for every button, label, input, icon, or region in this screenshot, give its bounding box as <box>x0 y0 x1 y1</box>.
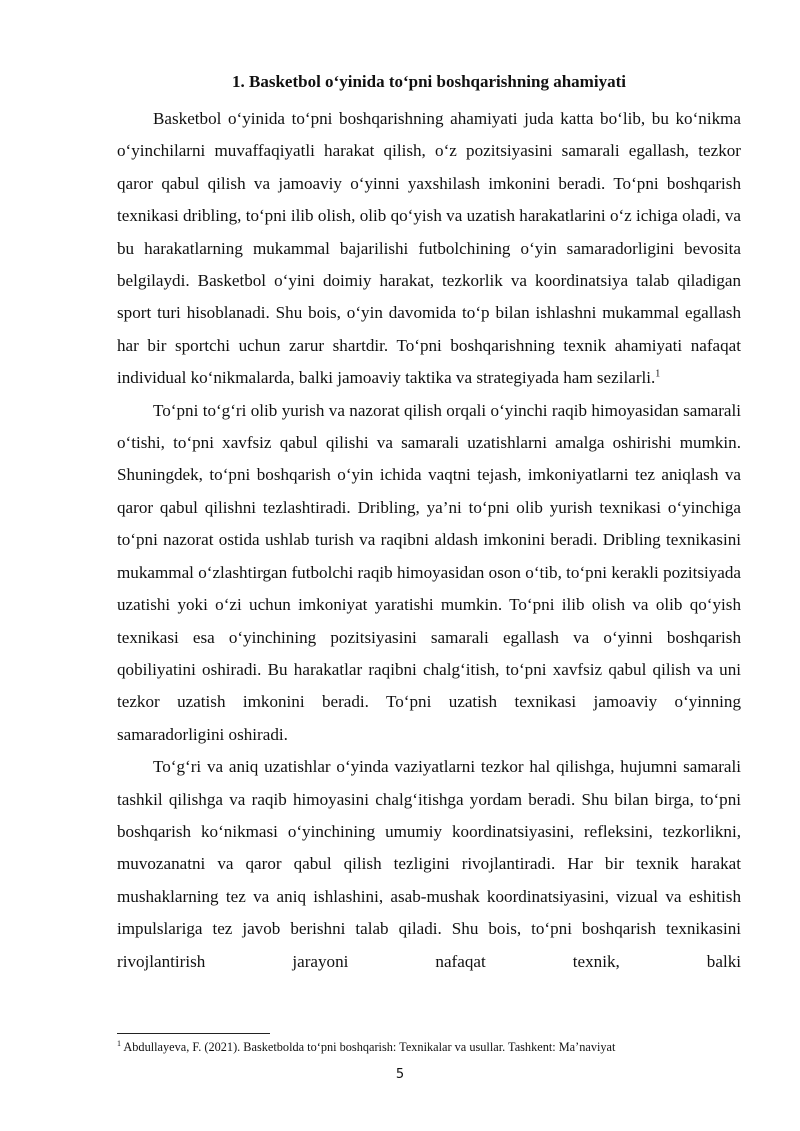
paragraph-1 <box>117 103 741 395</box>
section-heading: 1. Basketbol o‘yinida to‘pni boshqarishning ahamiyati <box>232 72 626 91</box>
paragraph-1-text: Basketbol o‘yinida to‘pni boshqarishning ahamiyati juda katta bo‘lib, bu ko‘nikma o‘yinchilarni muvaffaqiyatli harakat qilish, o‘z pozitsiyasini samarali egallash, tezkor qaror qabul qilish va jamoaviy o‘yinni yaxshilash imkonini beradi. To‘pni boshqarish texnikasi dribling, to‘pni ilib olish, olib qo‘yish va uzatish harakatlarini o‘z ichiga oladi, va bu harakatlarning mukammal bajarilishi futbolchining o‘yin samaradorligini bevosita belgilaydi. Basketbol o‘yini doimiy harakat, tezkorlik va koordinatsiya talab qiladigan sport turi hisoblanadi. Shu bois, o‘yin davomida to‘p bilan ishlashni mukammal egallash har bir sportchi uchun zarur shartdir. To‘pni boshqarishning texnik ahamiyati nafaqat individual ko‘nikmalarda, balki jamoaviy taktika va strategiyada ham sezilarli. <box>117 109 741 388</box>
footnote-reference[interactable]: 1 <box>655 368 661 380</box>
paragraph-3-text: To‘g‘ri va aniq uzatishlar o‘yinda vaziyatlarni tezkor hal qilishga, hujumni samarali tashkil qilishga va raqib himoyasini chalg‘itishga yordam beradi. Shu bilan birga, to‘pni boshqarish ko‘nikmasi o‘yinchining umumiy koordinatsiyasini, refleksini, tezkorlikni, muvozanatni va qaror qabul qilish tezligini rivojlantiradi. Har bir texnik harakat mushaklarning tez va aniq ishlashini, asab-mushak koordinatsiyasini, vizual va eshitish impulslariga tez javob berishni talab qiladi. Shu bois, to‘pni boshqarish texnikasini rivojlantirish jarayoni nafaqat texnik, balki <box>117 757 741 971</box>
paragraph-2 <box>117 395 741 751</box>
footnote-separator <box>117 1033 270 1034</box>
document-page <box>117 69 741 978</box>
footnote-mark: 1 <box>117 1038 121 1048</box>
footnote-text: Abdullayeva, F. (2021). Basketbolda to‘pni boshqarish: Texnikalar va usullar. Tashkent: Ma’naviyat <box>121 1040 616 1054</box>
paragraph-3 <box>117 751 741 978</box>
paragraph-2-text: To‘pni to‘g‘ri olib yurish va nazorat qilish orqali o‘yinchi raqib himoyasidan samarali o‘tishi, to‘pni xavfsiz qabul qilishi va samarali uzatishlarni amalga oshirishi mumkin. Shuningdek, to‘pni boshqarish o‘yin ichida vaqtni tejash, imkoniyatlarni tez aniqlash va qaror qabul qilishni tezlashtiradi. Dribling, ya’ni to‘pni olib yurish texnikasi o‘yinchiga to‘pni nazorat ostida ushlab turish va raqibni aldash imkonini beradi. Dribling texnikasini mukammal o‘zlashtirgan futbolchi raqib himoyasidan oson o‘tib, to‘pni kerakli pozitsiyada uzatishi yoki o‘zi uchun imkoniyat yaratishi mumkin. To‘pni ilib olish va olib qo‘yish texnikasi esa o‘yinchining pozitsiyasini samarali egallash va o‘yinni boshqarish qobiliyatini oshiradi. Bu harakatlar raqibni chalg‘itish, to‘pni xavfsiz qabul qilish va uni tezkor uzatish imkonini beradi. To‘pni uzatish texnikasi jamoaviy o‘yinning samaradorligini oshiradi. <box>117 400 741 744</box>
footnote <box>117 1039 757 1055</box>
page-number: 5 <box>395 1067 405 1082</box>
